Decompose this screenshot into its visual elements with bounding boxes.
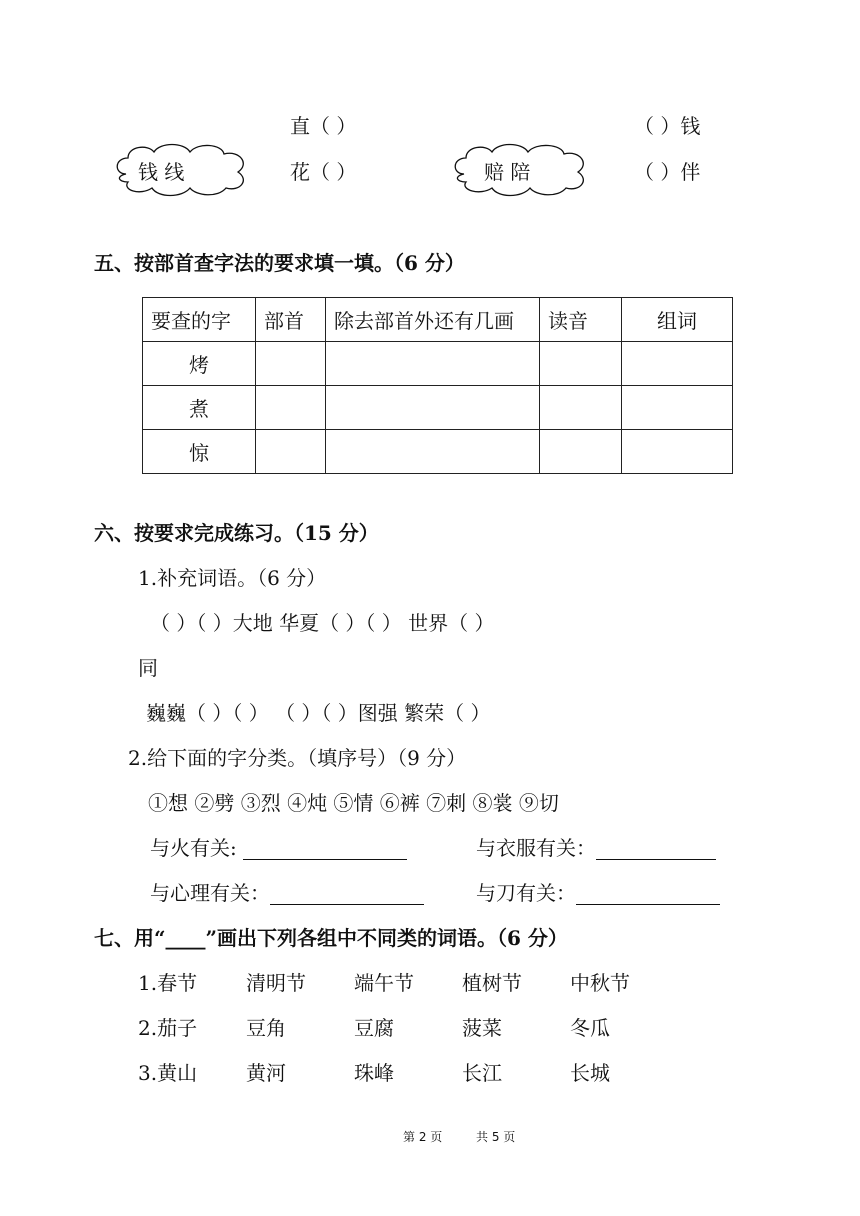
category-heart [150, 881, 424, 905]
answer-line-clothes[interactable] [596, 839, 716, 860]
word-group-3-item: 长城 [570, 1061, 610, 1085]
category-fire [150, 836, 407, 860]
word-group-3-item: 黄河 [246, 1061, 286, 1085]
radical-lookup-table [142, 297, 733, 474]
category-heart-label: 与心理有关： [150, 881, 270, 905]
word-group-1-item: 清明节 [246, 971, 306, 995]
table-cell-blank[interactable] [256, 430, 326, 474]
table-cell-blank[interactable] [622, 386, 733, 430]
category-knife-label: 与刀有关： [476, 881, 576, 905]
table-cell-blank[interactable] [256, 386, 326, 430]
table-row [143, 342, 733, 386]
table-cell-blank[interactable] [540, 386, 622, 430]
category-fire-label: 与火有关: [150, 836, 244, 860]
table-header-cell: 要查的字 [143, 298, 256, 342]
category-knife [476, 881, 720, 905]
idiom-line-1: （ ）（ ）大地 华夏（ ）（ ） 世界（ ） [150, 611, 495, 635]
section-5-heading: 五、按部首查字法的要求填一填。（6 分） [94, 251, 465, 275]
page-total: 共 5 页 [476, 1130, 516, 1144]
table-cell-char: 煮 [143, 386, 256, 430]
table-cell-blank[interactable] [540, 430, 622, 474]
word-group-3-item: 珠峰 [354, 1061, 394, 1085]
section-6-heading: 六、按要求完成练习。（15 分） [94, 521, 379, 545]
table-header-row [143, 298, 733, 342]
word-group-2-item: 豆角 [246, 1016, 286, 1040]
table-cell-char: 惊 [143, 430, 256, 474]
table-header-cell: 组词 [622, 298, 733, 342]
question-6-1: 1.补充词语。（6 分） [138, 566, 327, 590]
word-group-1-item: 1.春节 [138, 971, 198, 995]
table-cell-blank[interactable] [326, 386, 540, 430]
word-group-3-item: 3.黄山 [138, 1061, 198, 1085]
page-number: 第 2 页 [403, 1130, 443, 1144]
word-group-1-item: 植树节 [462, 971, 522, 995]
table-header-cell: 读音 [540, 298, 622, 342]
table-header-cell: 部首 [256, 298, 326, 342]
fill-blank-zhi: 直（ ） [290, 114, 357, 138]
section-7-heading: 七、用“____”画出下列各组中不同类的词语。（6 分） [94, 926, 568, 950]
question-6-2: 2.给下面的字分类。（填序号）（9 分） [128, 746, 467, 770]
answer-line-heart[interactable] [270, 884, 424, 905]
fill-blank-hua: 花（ ） [290, 160, 357, 184]
cloud-text-2: 赔 陪 [484, 160, 531, 184]
idiom-line-2: 巍巍（ ）（ ） （ ）（ ）图强 繁荣（ ） [146, 701, 491, 725]
answer-line-knife[interactable] [576, 884, 720, 905]
answer-line-fire[interactable] [243, 839, 407, 860]
cloud-text-1: 钱 线 [138, 160, 185, 184]
word-group-1-item: 中秋节 [570, 971, 630, 995]
word-group-2-item: 豆腐 [354, 1016, 394, 1040]
word-group-1-item: 端午节 [354, 971, 414, 995]
word-group-2-item: 2.茄子 [138, 1016, 198, 1040]
table-cell-blank[interactable] [256, 342, 326, 386]
category-clothes-label: 与衣服有关： [476, 836, 596, 860]
fill-blank-qian: （ ）钱 [634, 114, 701, 138]
table-cell-blank[interactable] [622, 342, 733, 386]
table-row [143, 386, 733, 430]
table-cell-blank[interactable] [326, 342, 540, 386]
word-group-2-item: 菠菜 [462, 1016, 502, 1040]
fill-blank-ban: （ ）伴 [634, 160, 701, 184]
table-cell-blank[interactable] [622, 430, 733, 474]
table-cell-blank[interactable] [326, 430, 540, 474]
table-header-cell: 除去部首外还有几画 [326, 298, 540, 342]
character-list: ①想 ②劈 ③烈 ④炖 ⑤情 ⑥裤 ⑦刺 ⑧裳 ⑨切 [148, 791, 559, 815]
cloud-box-1 [112, 140, 252, 198]
cloud-box-2 [450, 140, 592, 198]
word-group-2-item: 冬瓜 [570, 1016, 610, 1040]
table-cell-char: 烤 [143, 342, 256, 386]
word-group-3-item: 长江 [462, 1061, 502, 1085]
table-cell-blank[interactable] [540, 342, 622, 386]
table-row [143, 430, 733, 474]
category-clothes [476, 836, 716, 860]
idiom-line-1-wrap: 同 [138, 656, 158, 680]
